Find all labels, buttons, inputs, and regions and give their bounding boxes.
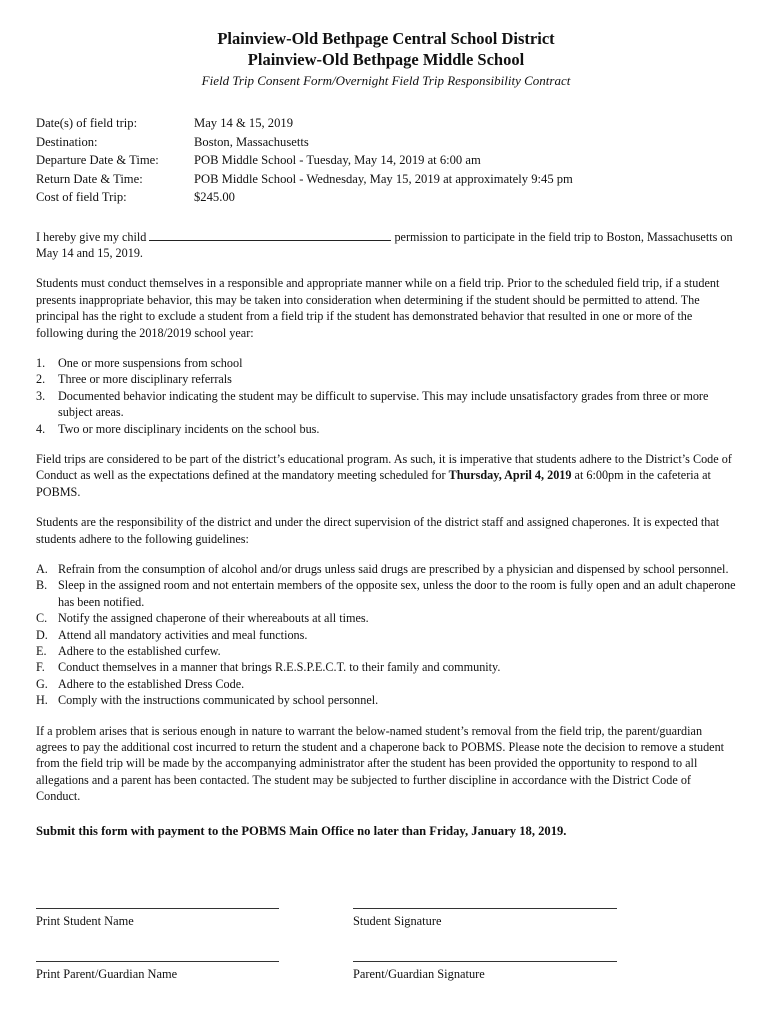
list-marker: H. bbox=[36, 693, 48, 708]
trip-info-value: POB Middle School - Tuesday, May 14, 2019 at 6:00 am bbox=[194, 153, 481, 167]
trip-info-row bbox=[36, 170, 736, 189]
list-marker: 2. bbox=[36, 372, 46, 387]
student-signature-line[interactable] bbox=[353, 908, 617, 909]
consent-text-after: permission to participate in the field trip to Boston, Massachusetts on May 14 and 15, 2019. bbox=[36, 229, 733, 260]
list-item-text: Sleep in the assigned room and not entertain members of the opposite sex, unless the door to the room is fully open and an adult chaperone has been notified. bbox=[58, 578, 736, 609]
program-paragraph bbox=[36, 451, 736, 500]
list-item bbox=[36, 388, 736, 421]
program-text-before: Field trips are considered to be part of the district’s educational program. As such, it is imperative that students adhere to the District’s Code of Conduct as well as the expectations defined at the mandatory meeting scheduled for bbox=[36, 451, 732, 483]
trip-info-value: $245.00 bbox=[194, 190, 235, 204]
trip-info-row bbox=[36, 188, 736, 207]
consent-text-before: I hereby give my child bbox=[36, 229, 147, 244]
trip-info-row bbox=[36, 133, 736, 152]
trip-info-label: Cost of field Trip: bbox=[36, 190, 127, 204]
student-name-label: Print Student Name bbox=[36, 914, 134, 928]
student-signature-label: Student Signature bbox=[353, 914, 442, 928]
list-marker: C. bbox=[36, 611, 48, 626]
student-signature-block bbox=[353, 908, 617, 929]
removal-paragraph: If a problem arises that is serious enough in nature to warrant the below-named student’s removal from the field trip, the parent/guardian agrees to pay the additional cost incurred to return the student and a chaperone back to POBMS. Please note the decision to remove a student from the field trip will be made by the accompanying administrator after the student has been provided the opportunity to respond to all allegations and a parent has been contacted. The student may be subjected to further discipline in accordance with the District Code of Conduct. bbox=[36, 723, 725, 804]
trip-info-value: Boston, Massachusetts bbox=[194, 134, 309, 149]
list-item bbox=[36, 371, 736, 387]
parent-name-label: Print Parent/Guardian Name bbox=[36, 967, 178, 981]
trip-info-label: Return Date & Time: bbox=[36, 171, 143, 186]
list-marker: D. bbox=[36, 627, 48, 642]
submit-notice: Submit this form with payment to the POBMS Main Office no later than Friday, January 18, 2019. bbox=[36, 823, 567, 838]
trip-info-value: May 14 & 15, 2019 bbox=[194, 116, 293, 130]
list-item bbox=[36, 676, 736, 692]
parent-signature-line[interactable] bbox=[353, 961, 617, 962]
list-item-text: Adhere to the established curfew. bbox=[58, 644, 221, 659]
district-title: Plainview-Old Bethpage Central School District bbox=[217, 29, 555, 48]
list-marker: 3. bbox=[36, 388, 46, 403]
parent-signature-label: Parent/Guardian Signature bbox=[353, 967, 485, 981]
list-marker: B. bbox=[36, 578, 48, 593]
list-item-text: Attend all mandatory activities and meal functions. bbox=[58, 627, 308, 642]
trip-info-value: POB Middle School - Wednesday, May 15, 2019 at approximately 9:45 pm bbox=[194, 171, 573, 186]
list-item bbox=[36, 561, 736, 577]
trip-info-table bbox=[36, 114, 736, 207]
parent-signature-block bbox=[353, 961, 617, 982]
meeting-date: Thursday, April 4, 2019 bbox=[448, 468, 572, 483]
program-text-after: at 6:00pm in the cafeteria at POBMS. bbox=[36, 468, 711, 499]
list-item bbox=[36, 421, 736, 437]
supervision-paragraph: Students are the responsibility of the district and under the direct supervision of the district staff and assigned chaperones. It is expected that students adhere to the following guidelines: bbox=[36, 515, 720, 546]
list-marker: 4. bbox=[36, 421, 46, 436]
parent-name-line[interactable] bbox=[36, 961, 279, 962]
list-item bbox=[36, 577, 736, 610]
list-item bbox=[36, 355, 736, 371]
list-marker: 1. bbox=[36, 355, 46, 370]
guidelines-list bbox=[36, 561, 736, 709]
form-subtitle: Field Trip Consent Form/Overnight Field Trip Responsibility Contract bbox=[201, 73, 571, 88]
list-marker: G. bbox=[36, 676, 48, 691]
exclusion-list bbox=[36, 355, 736, 437]
list-item bbox=[36, 643, 736, 659]
list-item-text: Conduct themselves in a manner that brings R.E.S.P.E.C.T. to their family and community. bbox=[58, 660, 501, 675]
list-item-text: Two or more disciplinary incidents on the school bus. bbox=[58, 421, 320, 436]
list-item-text: Notify the assigned chaperone of their whereabouts at all times. bbox=[58, 611, 369, 626]
trip-info-row bbox=[36, 114, 736, 133]
list-marker: E. bbox=[36, 644, 47, 659]
school-title: Plainview-Old Bethpage Middle School bbox=[247, 50, 525, 69]
list-item bbox=[36, 692, 736, 708]
trip-info-label: Date(s) of field trip: bbox=[36, 116, 138, 130]
consent-form bbox=[36, 28, 736, 839]
student-name-line[interactable] bbox=[36, 908, 279, 909]
trip-info-label: Destination: bbox=[36, 134, 98, 149]
list-item-text: One or more suspensions from school bbox=[58, 355, 243, 370]
list-item-text: Three or more disciplinary referrals bbox=[58, 372, 232, 387]
list-item bbox=[36, 610, 736, 626]
list-item-text: Documented behavior indicating the student may be difficult to supervise. This may include unsatisfactory grades from three or more subject areas. bbox=[58, 388, 709, 420]
trip-info-row bbox=[36, 151, 736, 170]
list-item-text: Adhere to the established Dress Code. bbox=[58, 676, 245, 691]
list-item bbox=[36, 659, 736, 675]
parent-name-block bbox=[36, 961, 279, 982]
list-item bbox=[36, 627, 736, 643]
child-name-field[interactable] bbox=[149, 229, 391, 241]
trip-info-label: Departure Date & Time: bbox=[36, 153, 159, 167]
list-item-text: Comply with the instructions communicated by school personnel. bbox=[58, 693, 379, 708]
conduct-paragraph: Students must conduct themselves in a responsible and appropriate manner while on a field trip. Prior to the scheduled field trip, if a student presents inappropriate behavior, this may be taken into consideration when determining if the student should be permitted to attend. The principal has the right to exclude a student from a field trip if the student has demonstrated behavior that resulted in one or more of the following during the 2018/2019 school year: bbox=[36, 276, 720, 340]
list-marker: A. bbox=[36, 562, 48, 576]
list-marker: F. bbox=[36, 660, 45, 675]
list-item-text: Refrain from the consumption of alcohol and/or drugs unless said drugs are prescribed by a physician and dispensed by school personnel. bbox=[58, 562, 729, 576]
student-name-block bbox=[36, 908, 279, 929]
consent-statement bbox=[36, 229, 736, 262]
